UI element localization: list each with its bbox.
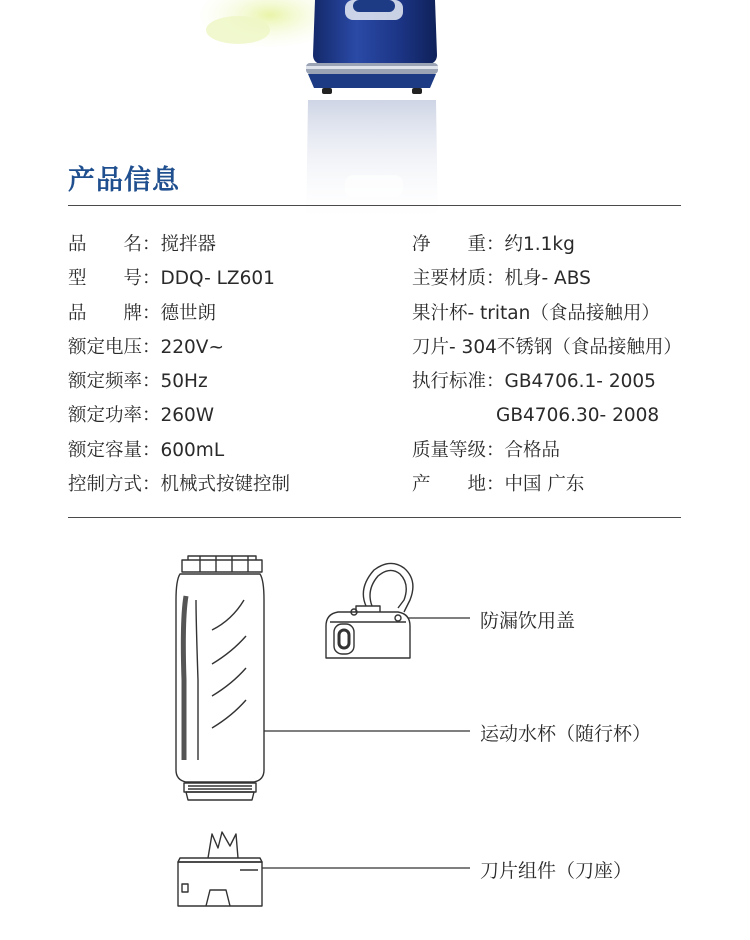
label-blade: 刀片组件（刀座） [480, 860, 633, 882]
spec-list-left [68, 228, 290, 502]
spec-product-name: 品 名：搅拌器 [68, 234, 217, 255]
section-title: 产品信息 [68, 165, 180, 196]
cup-drawing [176, 556, 264, 800]
spec-rated-capacity: 额定容量：600mL [68, 439, 225, 461]
spec-standard-2: GB4706.30- 2008 [496, 405, 660, 427]
spec-rated-frequency: 额定频率：50Hz [68, 371, 208, 393]
blender-reflection [306, 100, 438, 225]
spec-rated-power: 额定功率：260W [68, 405, 215, 427]
spec-brand: 品 牌：德世朗 [68, 302, 217, 324]
spec-control-mode: 控制方式：机械式按键控制 [68, 474, 291, 496]
divider-bottom [68, 517, 681, 518]
spec-origin: 产 地：中国 广东 [412, 474, 585, 496]
blender-base [308, 74, 436, 88]
lid-drawing [326, 563, 413, 658]
spec-quality-grade: 质量等级：合格品 [412, 439, 561, 461]
blade-drawing [178, 832, 262, 906]
spec-material-blade: 刀片- 304不锈钢（食品接触用） [412, 336, 682, 358]
spec-standard: 执行标准：GB4706.1- 2005 [412, 371, 656, 393]
spec-material-body: 主要材质：机身- ABS [412, 268, 591, 290]
leaf-blur-2 [206, 16, 270, 44]
divider-top [68, 205, 681, 206]
label-cup: 运动水杯（随行杯） [480, 723, 652, 745]
spec-list-right [412, 228, 682, 502]
label-lid: 防漏饮用盖 [480, 610, 576, 632]
spec-net-weight: 净 重：约1.1kg [412, 234, 575, 255]
spec-model: 型 号：DDQ- LZ601 [68, 268, 275, 290]
spec-material-cup: 果汁杯- tritan（食品接触用） [412, 302, 660, 324]
spec-rated-voltage: 额定电压：220V~ [68, 336, 224, 358]
